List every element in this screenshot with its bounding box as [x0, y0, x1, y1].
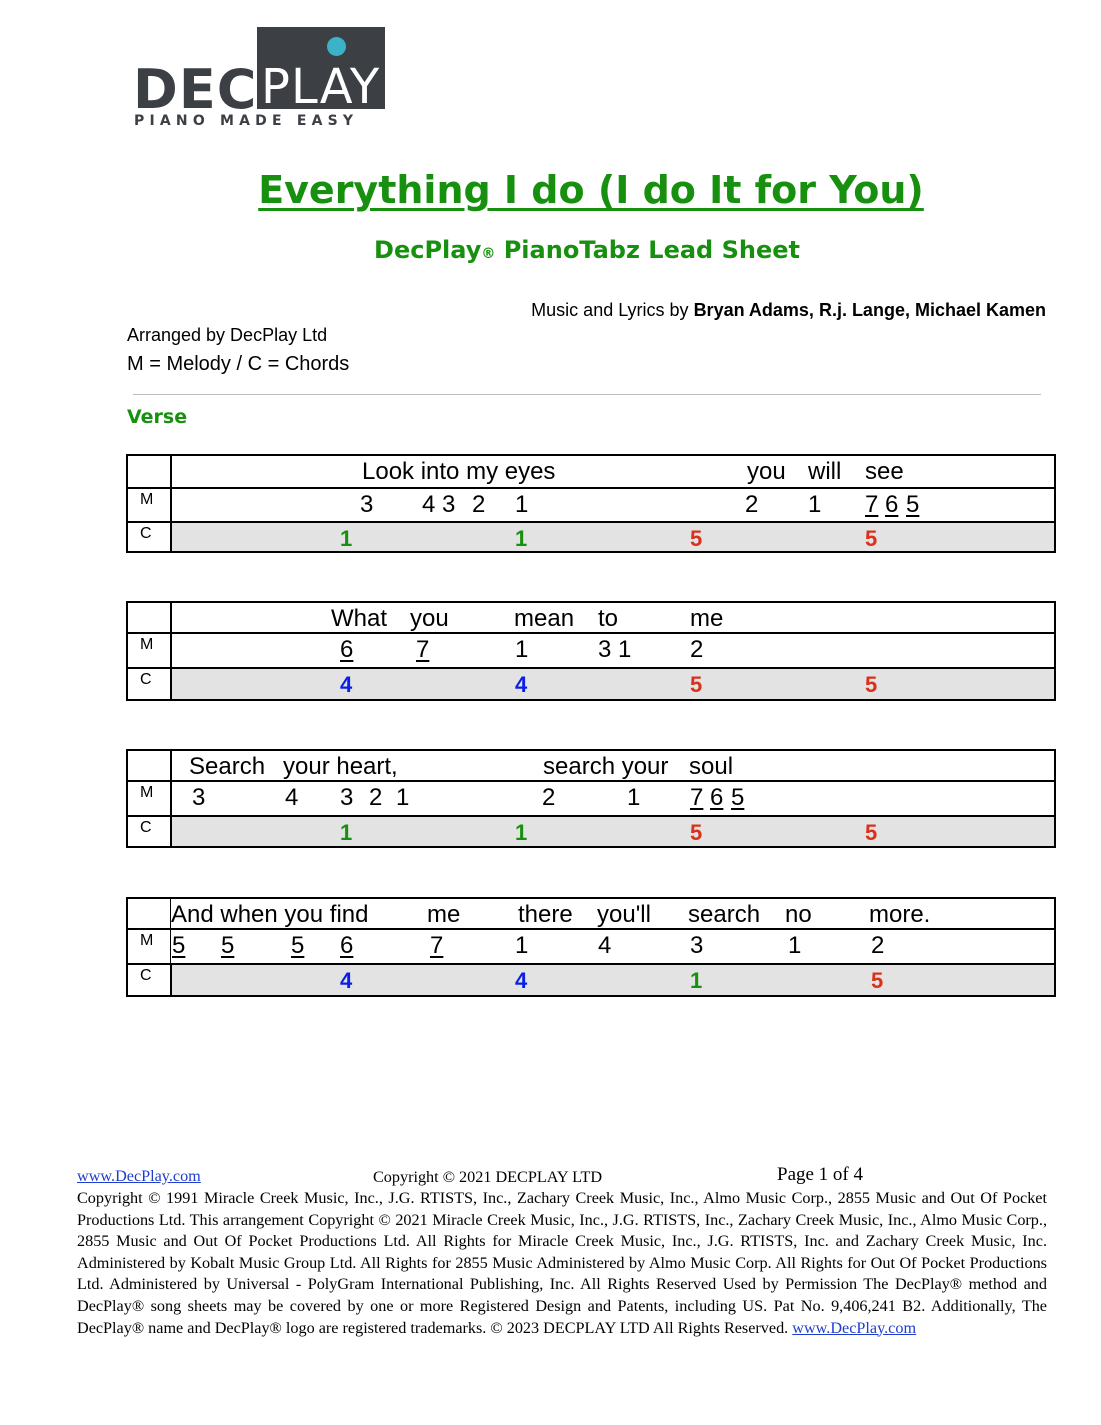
chord-number: 1: [690, 968, 703, 993]
page-number: Page 1 of 4: [777, 1164, 864, 1185]
section-heading: Verse: [127, 406, 188, 428]
lyric-token: search: [688, 901, 761, 928]
chord-number: 4: [340, 968, 353, 993]
chord-number: 5: [865, 526, 878, 551]
tab-block-2: [126, 601, 1056, 701]
arranged-by: Arranged by DecPlay Ltd: [127, 325, 328, 345]
lyric-token: Look into my eyes: [362, 458, 556, 485]
melody-note: 3: [690, 932, 704, 959]
chords-row: [126, 521, 1056, 553]
credits-prefix: Music and Lyrics by: [531, 300, 694, 320]
melody-label: M: [140, 784, 154, 801]
song-title: Everything I do (I do It for You): [258, 168, 924, 212]
lyric-token: see: [865, 458, 904, 485]
tab-block-4: [126, 897, 1056, 997]
melody-note: 1: [627, 784, 641, 811]
lyric-row: [126, 454, 1056, 487]
chord-number: 5: [865, 820, 878, 845]
chord-number: 5: [690, 526, 703, 551]
melody-row: [126, 928, 1056, 963]
website-link-end[interactable]: www.DecPlay.com: [792, 1318, 917, 1337]
melody-note: 7: [865, 491, 879, 518]
lyric-token: Search: [189, 753, 266, 780]
registered-mark: ®: [481, 246, 496, 262]
lyric-token: mean: [514, 605, 575, 632]
lyric-token: to: [598, 605, 619, 632]
chord-number: 1: [515, 820, 528, 845]
logo-play-text: PLAY: [261, 59, 381, 115]
melody-note: 1: [396, 784, 410, 811]
chord-number: 1: [340, 820, 353, 845]
melody-note: 6: [340, 932, 354, 959]
footer-copyright: Copyright © 2021 DECPLAY LTD: [373, 1168, 603, 1186]
tab-block-1: [126, 454, 1056, 553]
melody-note: 3: [340, 784, 354, 811]
melody-row: [126, 487, 1056, 521]
melody-label: M: [140, 932, 154, 949]
footer-top-line: [77, 1166, 1047, 1188]
melody-note: 6: [885, 491, 899, 518]
lyric-token: soul: [689, 753, 734, 780]
decplay-logo: [133, 27, 385, 131]
lyric-token: me: [690, 605, 724, 632]
lyric-token: you: [747, 458, 786, 485]
subtitle-rest: PianoTabz Lead Sheet: [495, 236, 800, 264]
melody-note: 2: [690, 636, 704, 663]
melody-note: 1: [515, 636, 529, 663]
lyric-token: more.: [869, 901, 931, 928]
melody-note: 2: [542, 784, 556, 811]
melody-note: 5: [291, 932, 305, 959]
melody-note: 6: [710, 784, 724, 811]
melody-note: 4 3: [422, 491, 456, 518]
melody-note: 7: [690, 784, 704, 811]
lyric-token: And when you find: [171, 901, 369, 928]
legal-text: Copyright © 1991 Miracle Creek Music, Inc., J.G. RTISTS, Inc., Zachary Creek Music, Inc., Almo Music Corp., 2855 Music and Out Of Pocket Productions Ltd. This arrangement Copyright © 2021 Miracle Creek Music, Inc., J.G. RTISTS, Inc., Zachary Creek Music, Inc., Almo Music Corp., 2855 Music and Out Of Pocket Productions Ltd. All Rights for Miracle Creek Music, Inc., J.G. RTISTS, Inc. and Zachary Creek Music, Inc. Administered by Kobalt Music Group Ltd. All Rights for 2855 Music Administered by Almo Music Corp. All Rights for Out Of Pocket Productions Ltd. Administered by Universal - PolyGram International Publishing, Inc. All Rights Reserved Used by Permission The DecPlay® method and DecPlay® song sheets may be covered by one or more Registered Design and Patents, including US. Pat No. 9,406,241 B2. Additionally, The DecPlay® name and DecPlay® logo are registered trademarks. © 2023 DECPLAY LTD All Rights Reserved.: [77, 1189, 1047, 1337]
lyric-token: no: [785, 901, 812, 928]
lyric-token: you: [410, 605, 449, 632]
chord-number: 4: [515, 968, 528, 993]
lyric-token: you'll: [597, 901, 651, 928]
melody-note: 3 1: [598, 636, 632, 663]
melody-note: 6: [340, 636, 354, 663]
melody-note: 5: [906, 491, 920, 518]
melody-row: [126, 780, 1056, 815]
melody-note: 1: [515, 491, 529, 518]
chords-row: [126, 667, 1056, 701]
melody-note: 5: [172, 932, 186, 959]
lyric-row: [126, 897, 1056, 928]
logo-dot: [327, 37, 346, 56]
music-credits: [531, 300, 1046, 321]
melody-row: [126, 632, 1056, 667]
melody-note: 4: [285, 784, 299, 811]
chords-label: C: [140, 671, 152, 688]
melody-note: 5: [731, 784, 745, 811]
chord-number: 4: [340, 672, 353, 697]
melody-note: 1: [515, 932, 529, 959]
lyric-token: me: [427, 901, 461, 928]
tab-block-3: [126, 749, 1056, 848]
lyric-row: [126, 601, 1056, 632]
chords-row: [126, 815, 1056, 848]
credits-names: Bryan Adams, R.j. Lange, Michael Kamen: [693, 300, 1046, 320]
melody-note: 1: [788, 932, 802, 959]
melody-note: 3: [192, 784, 206, 811]
logo-dec-text: DEC: [133, 58, 258, 121]
melody-label: M: [140, 491, 154, 508]
melody-note: 7: [430, 932, 444, 959]
row-legend: M = Melody / C = Chords: [127, 353, 350, 375]
legal-notice: [77, 1188, 1047, 1339]
chords-row: [126, 963, 1056, 997]
lyric-token: search your: [543, 753, 669, 780]
chord-number: 5: [690, 820, 703, 845]
melody-note: 2: [472, 491, 486, 518]
subtitle-brand: DecPlay: [374, 236, 482, 264]
lyric-token: What: [331, 605, 388, 632]
lyric-row: [126, 749, 1056, 780]
melody-note: 3: [360, 491, 374, 518]
chord-number: 5: [690, 672, 703, 697]
chord-number: 1: [515, 526, 528, 551]
chord-number: 4: [515, 672, 528, 697]
chords-label: C: [140, 967, 152, 984]
header-divider: [133, 394, 1041, 395]
melody-note: 7: [416, 636, 430, 663]
page-footer: [77, 1166, 1047, 1339]
sheet-subtitle: [0, 236, 1101, 264]
chord-number: 1: [340, 526, 353, 551]
melody-note: 2: [745, 491, 759, 518]
lyric-token: will: [808, 458, 842, 485]
melody-note: 1: [808, 491, 822, 518]
website-link[interactable]: www.DecPlay.com: [77, 1167, 201, 1185]
chord-number: 5: [871, 968, 884, 993]
lyric-token: there: [518, 901, 573, 928]
chords-label: C: [140, 525, 152, 542]
lyric-token: your heart,: [283, 753, 398, 780]
melody-note: 2: [369, 784, 383, 811]
melody-note: 2: [871, 932, 885, 959]
melody-note: 4: [598, 932, 612, 959]
chords-label: C: [140, 819, 152, 836]
melody-label: M: [140, 636, 154, 653]
chord-number: 5: [865, 672, 878, 697]
logo-tagline: PIANO MADE EASY: [134, 113, 359, 129]
melody-note: 5: [221, 932, 235, 959]
